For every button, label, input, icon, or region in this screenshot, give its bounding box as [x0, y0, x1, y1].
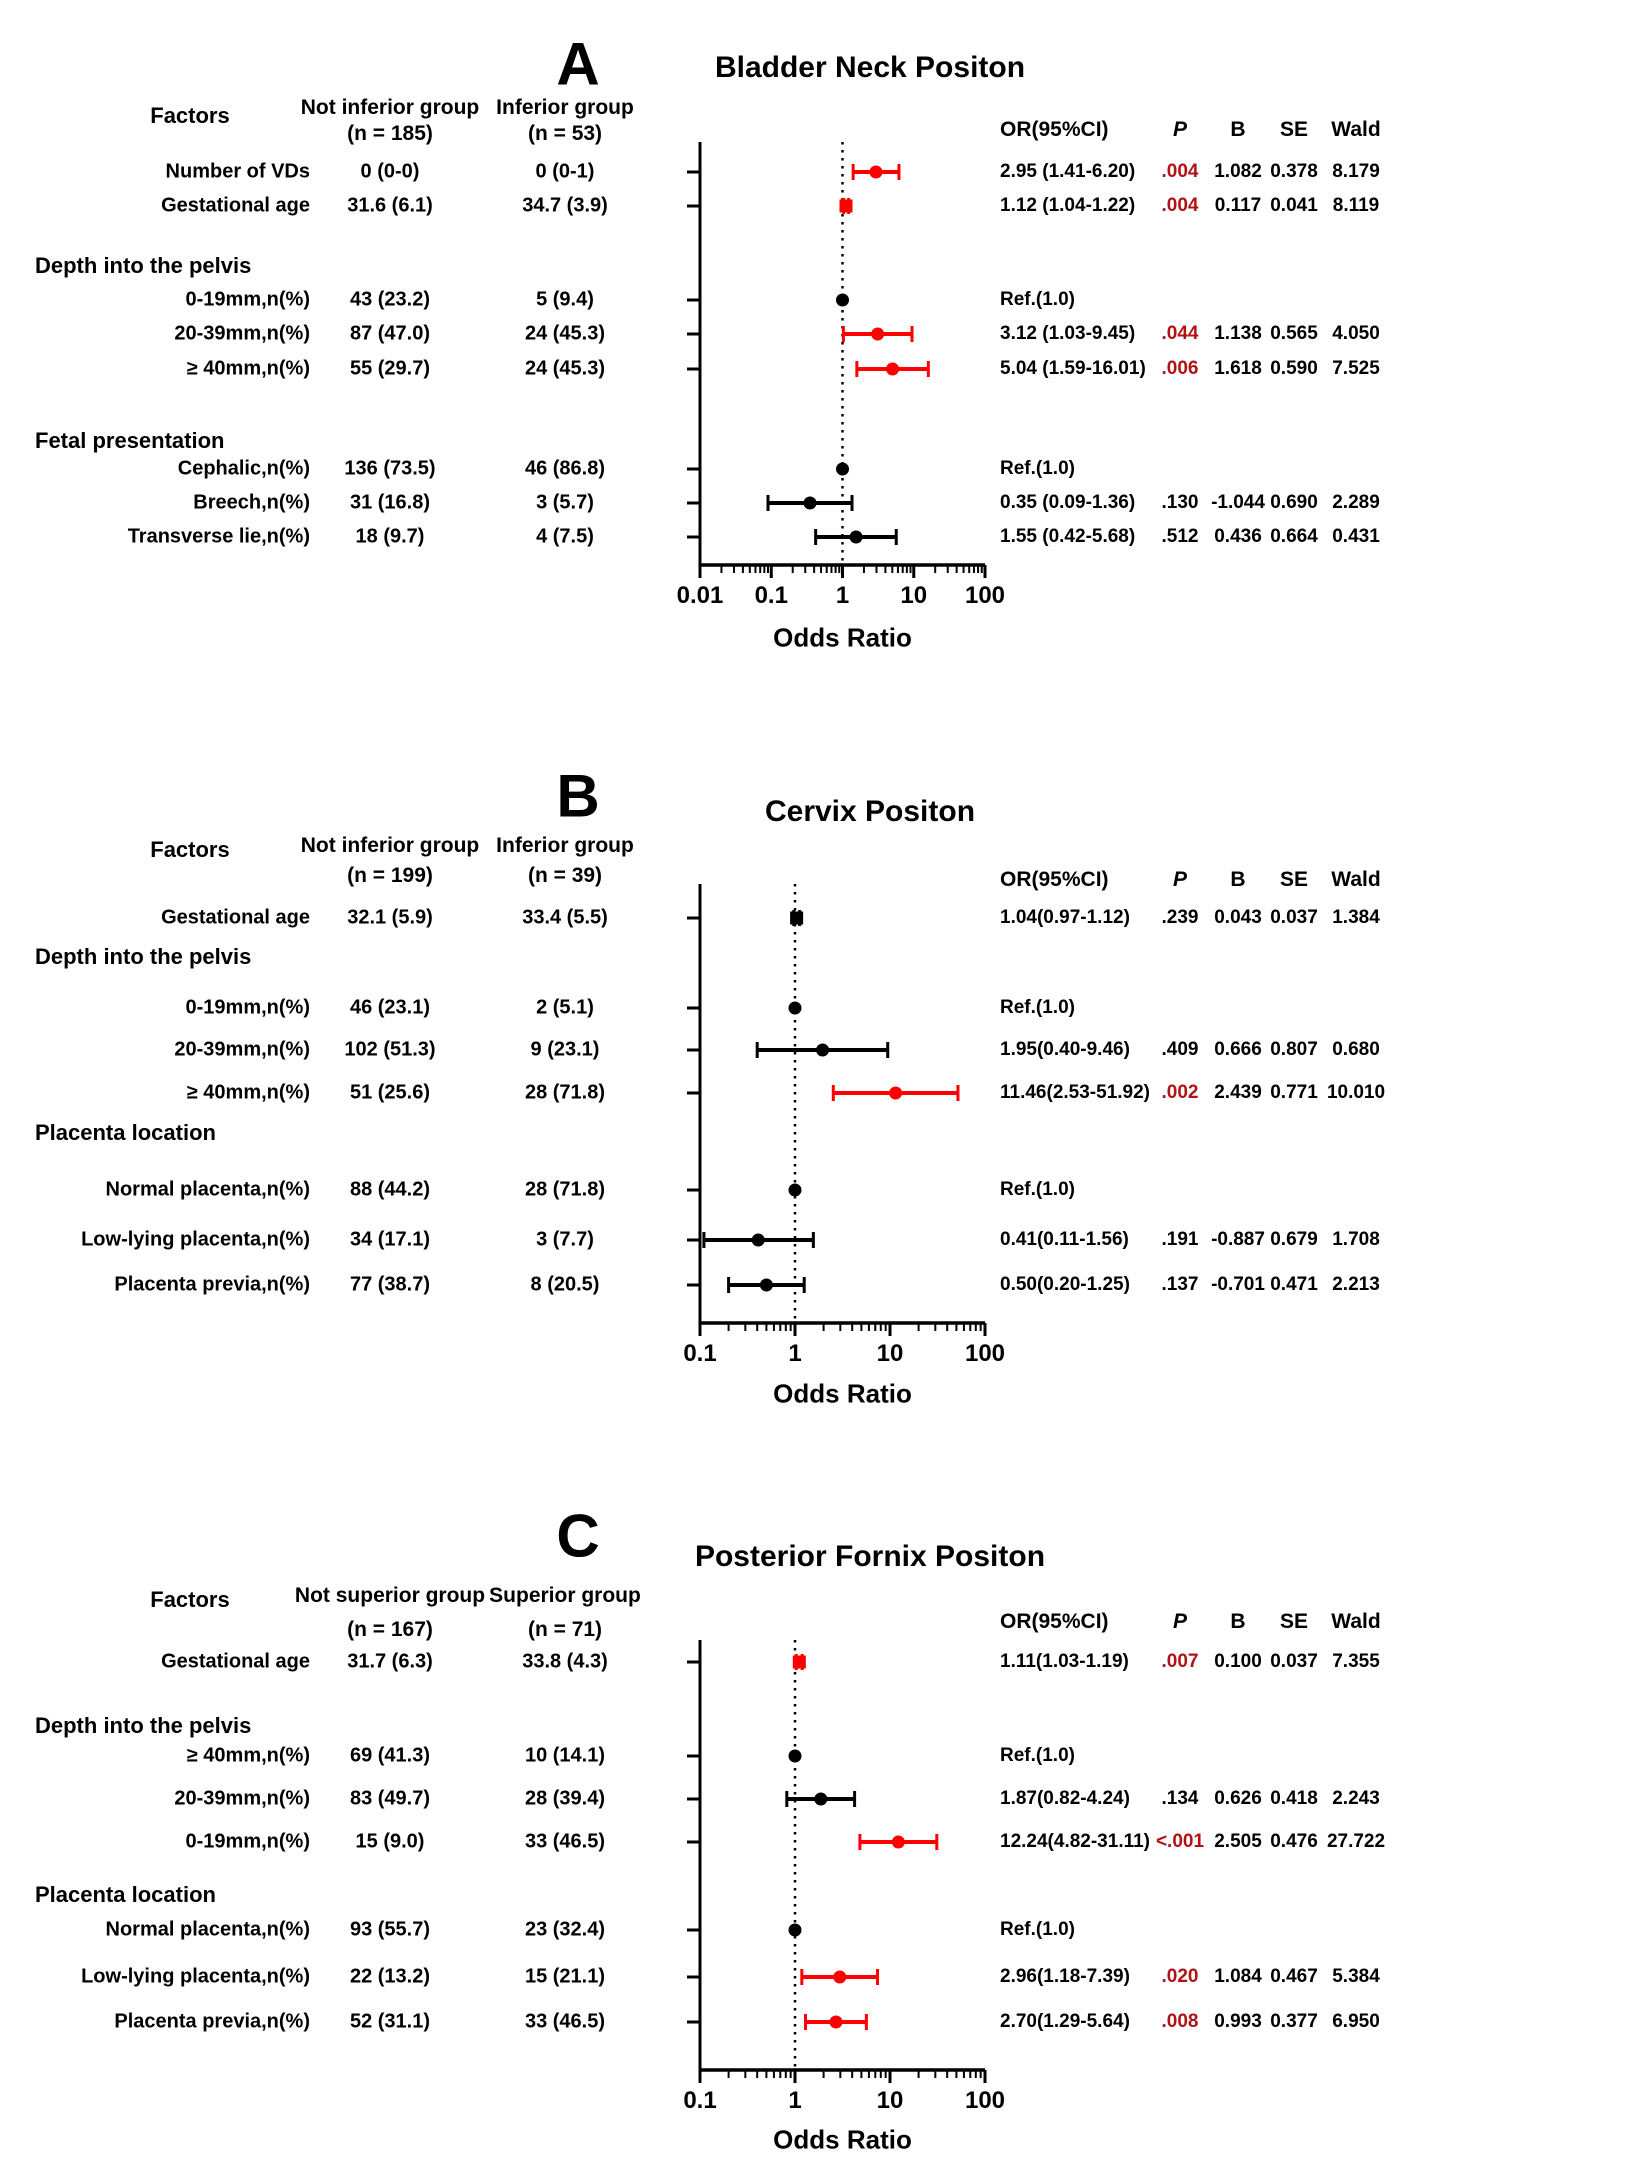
wald-value: 7.355	[1332, 1651, 1380, 1672]
group1-value: 69 (41.3)	[349, 1744, 431, 1767]
b-value: 1.618	[1214, 358, 1262, 379]
group2-n: (n = 39)	[527, 864, 603, 887]
group2-value: 3 (5.7)	[536, 491, 594, 514]
wald-value: 1.708	[1332, 1229, 1380, 1250]
group2-value: 28 (39.4)	[524, 1787, 606, 1810]
se-value: 0.664	[1270, 526, 1318, 547]
row-label: 0-19mm,n(%)	[185, 996, 310, 1019]
row-label: 20-39mm,n(%)	[174, 322, 310, 345]
p-value: .137	[1161, 1274, 1199, 1295]
p-value: .130	[1161, 492, 1199, 513]
p-value: .512	[1161, 526, 1199, 547]
b-value: 0.100	[1214, 1651, 1262, 1672]
wald-value: 27.722	[1326, 1831, 1386, 1852]
b-value: 0.436	[1214, 526, 1262, 547]
row-label: ≥ 40mm,n(%)	[186, 1081, 310, 1104]
or-marker	[760, 1279, 773, 1292]
group1-header: Not inferior group	[300, 834, 480, 857]
group2-value: 33.8 (4.3)	[522, 1650, 608, 1673]
p-column-header: P	[1172, 868, 1188, 891]
se-value: 0.418	[1270, 1788, 1318, 1809]
p-column-header: P	[1172, 118, 1188, 141]
axis-tick-label: 0.1	[683, 1340, 717, 1367]
group2-value: 33.4 (5.5)	[522, 906, 608, 929]
p-value: .008	[1161, 2011, 1199, 2032]
section-header: Placenta location	[35, 1120, 216, 1145]
se-value: 0.771	[1270, 1082, 1318, 1103]
group1-value: 55 (29.7)	[349, 357, 431, 380]
axis-title: Odds Ratio	[773, 622, 912, 653]
or-marker	[789, 1924, 802, 1937]
or-text: 1.11(1.03-1.19)	[1000, 1651, 1129, 1672]
group1-header: Not inferior group	[300, 96, 480, 119]
se-value: 0.690	[1270, 492, 1318, 513]
p-value: .004	[1161, 195, 1199, 216]
group2-value: 28 (71.8)	[524, 1178, 606, 1201]
group2-value: 33 (46.5)	[524, 2010, 606, 2033]
or-text: Ref.(1.0)	[1000, 1919, 1075, 1940]
axis-tick-label: 0.01	[676, 582, 724, 609]
b-value: -0.701	[1211, 1274, 1265, 1295]
row-label: Placenta previa,n(%)	[114, 2010, 310, 2033]
b-value: 1.082	[1214, 161, 1262, 182]
or-text: Ref.(1.0)	[1000, 997, 1075, 1018]
group2-value: 28 (71.8)	[524, 1081, 606, 1104]
group1-value: 83 (49.7)	[349, 1787, 431, 1810]
p-value: .007	[1161, 1651, 1199, 1672]
group2-value: 33 (46.5)	[524, 1830, 606, 1853]
or-marker	[789, 1002, 802, 1015]
wald-column-header: Wald	[1331, 868, 1381, 891]
panel-title: Cervix Positon	[764, 795, 976, 828]
p-value: .020	[1161, 1966, 1199, 1987]
row-label: ≥ 40mm,n(%)	[186, 357, 310, 380]
row-label: Low-lying placenta,n(%)	[81, 1228, 310, 1251]
group1-value: 77 (38.7)	[349, 1273, 431, 1296]
group1-value: 46 (23.1)	[349, 996, 431, 1019]
b-column-header: B	[1230, 118, 1246, 141]
or-text: Ref.(1.0)	[1000, 289, 1075, 310]
group1-value: 31.7 (6.3)	[347, 1650, 433, 1673]
se-column-header: SE	[1279, 1610, 1309, 1633]
or-marker	[840, 200, 853, 213]
group1-value: 88 (44.2)	[349, 1178, 431, 1201]
or-marker	[833, 1971, 846, 1984]
se-value: 0.377	[1270, 2011, 1318, 2032]
group2-value: 24 (45.3)	[524, 357, 606, 380]
or-marker	[889, 1087, 902, 1100]
or-text: 1.04(0.97-1.12)	[1000, 907, 1130, 928]
group1-n: (n = 199)	[347, 864, 433, 887]
group1-header: Not superior group	[294, 1584, 486, 1607]
axis-title: Odds Ratio	[773, 1378, 912, 1409]
axis-tick-label: 100	[964, 2087, 1006, 2114]
or-marker	[816, 1044, 829, 1057]
group2-n: (n = 53)	[527, 122, 603, 145]
or-column-header: OR(95%CI)	[1000, 868, 1109, 891]
group2-value: 10 (14.1)	[524, 1744, 606, 1767]
or-marker	[752, 1234, 765, 1247]
group1-value: 93 (55.7)	[349, 1918, 431, 1941]
group2-header: Superior group	[489, 1584, 641, 1607]
b-value: 1.138	[1214, 323, 1262, 344]
group1-value: 32.1 (5.9)	[347, 906, 433, 929]
wald-value: 1.384	[1332, 907, 1380, 928]
section-header: Fetal presentation	[35, 428, 225, 453]
row-label: Normal placenta,n(%)	[105, 1918, 310, 1941]
wald-value: 7.525	[1332, 358, 1380, 379]
or-text: 0.35 (0.09-1.36)	[1000, 492, 1136, 513]
se-value: 0.476	[1270, 1831, 1318, 1852]
wald-value: 8.119	[1332, 195, 1380, 216]
group1-value: 43 (23.2)	[349, 288, 431, 311]
se-value: 0.471	[1270, 1274, 1318, 1295]
row-label: 20-39mm,n(%)	[174, 1038, 310, 1061]
group2-value: 5 (9.4)	[536, 288, 594, 311]
group2-value: 2 (5.1)	[536, 996, 594, 1019]
axis-tick-label: 1	[788, 1340, 802, 1367]
se-value: 0.041	[1270, 195, 1318, 216]
group1-value: 22 (13.2)	[349, 1965, 431, 1988]
or-marker	[793, 1656, 806, 1669]
row-label: Breech,n(%)	[193, 491, 310, 514]
section-header: Depth into the pelvis	[35, 253, 252, 278]
group2-value: 15 (21.1)	[524, 1965, 606, 1988]
wald-value: 6.950	[1332, 2011, 1380, 2032]
row-label: Gestational age	[161, 906, 310, 929]
b-column-header: B	[1230, 1610, 1246, 1633]
or-text: 0.41(0.11-1.56)	[1000, 1229, 1129, 1250]
group2-value: 3 (7.7)	[536, 1228, 594, 1251]
row-label: ≥ 40mm,n(%)	[186, 1744, 310, 1767]
se-value: 0.679	[1270, 1229, 1318, 1250]
factors-column-header: Factors	[150, 837, 230, 862]
or-marker	[850, 531, 863, 544]
b-value: 0.993	[1214, 2011, 1262, 2032]
b-value: 0.626	[1214, 1788, 1262, 1809]
se-value: 0.565	[1270, 323, 1318, 344]
group1-value: 0 (0-0)	[360, 160, 420, 183]
panel-letter: A	[556, 30, 600, 98]
row-label: Low-lying placenta,n(%)	[81, 1965, 310, 1988]
p-column-header: P	[1172, 1610, 1188, 1633]
or-text: 0.50(0.20-1.25)	[1000, 1274, 1130, 1295]
row-label: Gestational age	[161, 194, 310, 217]
or-text: 5.04 (1.59-16.01)	[1000, 358, 1146, 379]
or-marker	[836, 294, 849, 307]
axis-tick-label: 10	[900, 582, 928, 609]
or-marker	[892, 1836, 905, 1849]
or-text: 3.12 (1.03-9.45)	[1000, 323, 1136, 344]
or-text: Ref.(1.0)	[1000, 1179, 1075, 1200]
or-marker	[790, 912, 803, 925]
panel-letter: B	[556, 762, 600, 830]
p-value: .191	[1161, 1229, 1199, 1250]
wald-value: 0.431	[1332, 526, 1380, 547]
factors-column-header: Factors	[150, 103, 230, 128]
axis-tick-label: 10	[876, 2087, 904, 2114]
se-value: 0.037	[1270, 1651, 1318, 1672]
axis-tick-label: 10	[876, 1340, 904, 1367]
group2-header: Inferior group	[496, 96, 634, 119]
b-value: 1.084	[1214, 1966, 1262, 1987]
p-value: .004	[1161, 161, 1199, 182]
or-marker	[804, 497, 817, 510]
p-value: .409	[1161, 1039, 1199, 1060]
or-text: Ref.(1.0)	[1000, 1745, 1075, 1766]
section-header: Depth into the pelvis	[35, 1713, 252, 1738]
group2-header: Inferior group	[496, 834, 634, 857]
axis-tick-label: 100	[964, 1340, 1006, 1367]
b-column-header: B	[1230, 868, 1246, 891]
axis-title: Odds Ratio	[773, 2124, 912, 2155]
or-text: 2.95 (1.41-6.20)	[1000, 161, 1136, 182]
group2-value: 0 (0-1)	[535, 160, 595, 183]
b-value: 0.666	[1214, 1039, 1262, 1060]
b-value: 0.043	[1214, 907, 1262, 928]
b-value: -0.887	[1211, 1229, 1265, 1250]
group2-value: 23 (32.4)	[524, 1918, 606, 1941]
or-text: 2.70(1.29-5.64)	[1000, 2011, 1130, 2032]
group1-n: (n = 167)	[347, 1618, 433, 1641]
b-value: 0.117	[1214, 195, 1262, 216]
panel-title: Bladder Neck Positon	[714, 51, 1026, 84]
axis-tick-label: 1	[835, 582, 850, 609]
section-header: Placenta location	[35, 1882, 216, 1907]
p-value: .006	[1161, 358, 1199, 379]
se-value: 0.467	[1270, 1966, 1318, 1987]
group1-value: 87 (47.0)	[349, 322, 431, 345]
group1-value: 52 (31.1)	[349, 2010, 431, 2033]
or-marker	[886, 363, 899, 376]
or-text: 12.24(4.82-31.11)	[1000, 1831, 1151, 1852]
se-value: 0.037	[1270, 907, 1318, 928]
axis-tick-label: 100	[964, 582, 1006, 609]
wald-value: 5.384	[1332, 1966, 1380, 1987]
row-label: Transverse lie,n(%)	[127, 525, 310, 548]
group1-value: 31.6 (6.1)	[347, 194, 433, 217]
group1-value: 102 (51.3)	[344, 1038, 436, 1061]
group2-value: 9 (23.1)	[530, 1038, 600, 1061]
or-marker	[789, 1750, 802, 1763]
se-value: 0.590	[1270, 358, 1318, 379]
row-label: Placenta previa,n(%)	[114, 1273, 310, 1296]
se-value: 0.378	[1270, 161, 1318, 182]
row-label: 20-39mm,n(%)	[174, 1787, 310, 1810]
group2-value: 4 (7.5)	[536, 525, 594, 548]
group2-value: 24 (45.3)	[524, 322, 606, 345]
wald-value: 8.179	[1332, 161, 1380, 182]
row-label: Gestational age	[161, 1650, 310, 1673]
or-column-header: OR(95%CI)	[1000, 1610, 1109, 1633]
wald-column-header: Wald	[1331, 1610, 1381, 1633]
or-text: 1.12 (1.04-1.22)	[1000, 195, 1136, 216]
axis-tick-label: 0.1	[754, 582, 788, 609]
wald-value: 10.010	[1326, 1082, 1386, 1103]
group1-value: 18 (9.7)	[355, 525, 425, 548]
or-marker	[836, 463, 849, 476]
wald-column-header: Wald	[1331, 118, 1381, 141]
or-text: 11.46(2.53-51.92)	[1000, 1082, 1151, 1103]
or-text: Ref.(1.0)	[1000, 458, 1075, 479]
group1-n: (n = 185)	[347, 122, 433, 145]
group1-value: 136 (73.5)	[344, 457, 436, 480]
panel-letter: C	[556, 1502, 600, 1570]
or-text: 1.87(0.82-4.24)	[1000, 1788, 1130, 1809]
row-label: Normal placenta,n(%)	[105, 1178, 310, 1201]
se-value: 0.807	[1270, 1039, 1318, 1060]
row-label: Cephalic,n(%)	[177, 457, 310, 480]
row-label: Number of VDs	[165, 160, 310, 183]
axis-tick-label: 1	[788, 2087, 802, 2114]
wald-value: 2.243	[1332, 1788, 1380, 1809]
se-column-header: SE	[1279, 118, 1309, 141]
group2-value: 8 (20.5)	[530, 1273, 600, 1296]
wald-value: 4.050	[1332, 323, 1380, 344]
group2-value: 34.7 (3.9)	[522, 194, 608, 217]
b-value: -1.044	[1211, 492, 1265, 513]
or-text: 1.55 (0.42-5.68)	[1000, 526, 1136, 547]
or-marker	[869, 166, 882, 179]
axis-tick-label: 0.1	[683, 2087, 717, 2114]
or-marker	[829, 2016, 842, 2029]
group1-value: 34 (17.1)	[349, 1228, 431, 1251]
row-label: 0-19mm,n(%)	[185, 288, 310, 311]
wald-value: 2.213	[1332, 1274, 1380, 1295]
panel-title: Posterior Fornix Positon	[694, 1540, 1046, 1573]
or-text: 2.96(1.18-7.39)	[1000, 1966, 1130, 1987]
row-label: 0-19mm,n(%)	[185, 1830, 310, 1853]
group1-value: 51 (25.6)	[349, 1081, 431, 1104]
se-column-header: SE	[1279, 868, 1309, 891]
or-marker	[789, 1184, 802, 1197]
p-value: <.001	[1155, 1831, 1205, 1852]
group2-value: 46 (86.8)	[524, 457, 606, 480]
wald-value: 0.680	[1332, 1039, 1380, 1060]
section-header: Depth into the pelvis	[35, 944, 252, 969]
or-text: 1.95(0.40-9.46)	[1000, 1039, 1130, 1060]
b-value: 2.439	[1214, 1082, 1262, 1103]
factors-column-header: Factors	[150, 1587, 230, 1612]
group1-value: 31 (16.8)	[349, 491, 431, 514]
wald-value: 2.289	[1332, 492, 1380, 513]
p-value: .134	[1161, 1788, 1199, 1809]
or-column-header: OR(95%CI)	[1000, 118, 1109, 141]
p-value: .044	[1161, 323, 1199, 344]
group2-n: (n = 71)	[527, 1618, 603, 1641]
or-marker	[871, 328, 884, 341]
p-value: .002	[1161, 1082, 1199, 1103]
p-value: .239	[1161, 907, 1199, 928]
b-value: 2.505	[1214, 1831, 1262, 1852]
or-marker	[814, 1793, 827, 1806]
group1-value: 15 (9.0)	[355, 1830, 425, 1853]
